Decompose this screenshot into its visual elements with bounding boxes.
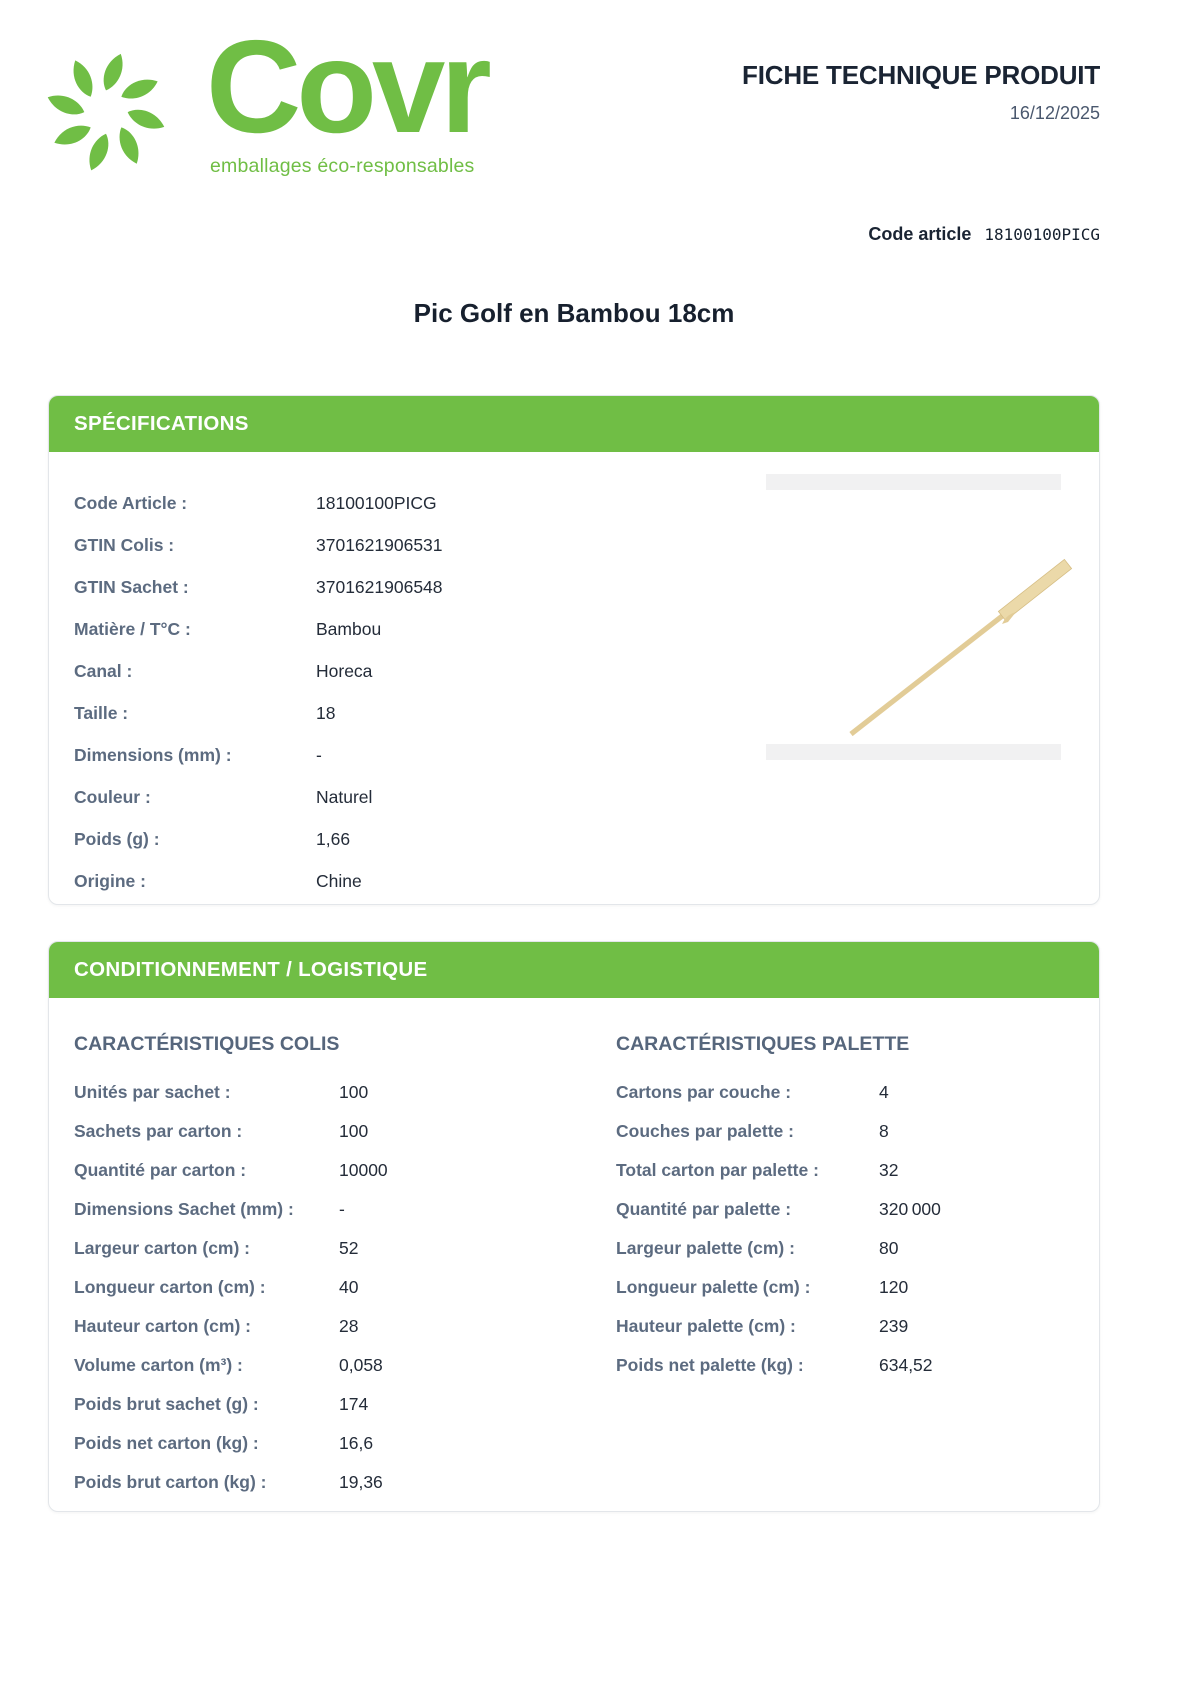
palette-row bbox=[616, 1268, 1081, 1307]
logistics-card bbox=[48, 941, 1100, 1512]
colis-row-value: 40 bbox=[339, 1277, 359, 1297]
colis-title: CARACTÉRISTIQUES COLIS bbox=[74, 1033, 340, 1055]
palette-row bbox=[616, 1112, 1081, 1151]
document-title: FICHE TECHNIQUE PRODUIT bbox=[742, 60, 1100, 90]
colis-row-label: Poids net carton (kg) : bbox=[74, 1433, 259, 1453]
colis-row bbox=[74, 1385, 579, 1424]
spec-row-label: GTIN Colis : bbox=[74, 534, 175, 555]
product-photo bbox=[766, 456, 1086, 761]
spec-row-value: - bbox=[316, 744, 322, 765]
spec-row-value: 3701621906531 bbox=[316, 534, 443, 555]
specifications-card bbox=[48, 395, 1100, 905]
colis-row-label: Unités par sachet : bbox=[74, 1082, 231, 1102]
colis-row-label: Sachets par carton : bbox=[74, 1121, 243, 1141]
palette-row-value: 8 bbox=[879, 1121, 889, 1141]
spec-row bbox=[74, 818, 574, 860]
colis-row bbox=[74, 1307, 579, 1346]
spec-row-label: Origine : bbox=[74, 870, 146, 891]
colis-row-value: 100 bbox=[339, 1082, 369, 1102]
colis-row bbox=[74, 1112, 579, 1151]
palette-title: CARACTÉRISTIQUES PALETTE bbox=[616, 1033, 910, 1055]
palette-row bbox=[616, 1151, 1081, 1190]
code-article-label: Code article bbox=[868, 224, 972, 244]
spec-row-value: 3701621906548 bbox=[316, 576, 443, 597]
bamboo-golf-pick-image bbox=[766, 456, 1086, 761]
colis-row-label: Largeur carton (cm) : bbox=[74, 1238, 250, 1258]
palette-column bbox=[616, 998, 1081, 1385]
specifications-rows bbox=[74, 452, 574, 902]
spec-row-label: Matière / T°C : bbox=[74, 618, 191, 639]
palette-row bbox=[616, 1190, 1081, 1229]
palette-row-label: Poids net palette (kg) : bbox=[616, 1355, 804, 1375]
colis-row-value: 19,36 bbox=[339, 1472, 383, 1492]
spec-row bbox=[74, 524, 574, 566]
palette-row-value: 239 bbox=[879, 1316, 909, 1336]
colis-row bbox=[74, 1190, 579, 1229]
colis-row-value: 174 bbox=[339, 1394, 369, 1414]
colis-row-label: Hauteur carton (cm) : bbox=[74, 1316, 251, 1336]
spec-row bbox=[74, 482, 574, 524]
colis-row-label: Quantité par carton : bbox=[74, 1160, 247, 1180]
colis-rows bbox=[74, 1073, 579, 1502]
palette-row-value: 634,52 bbox=[879, 1355, 933, 1375]
colis-row-value: 28 bbox=[339, 1316, 359, 1336]
colis-row bbox=[74, 1424, 579, 1463]
spec-row-label: Dimensions (mm) : bbox=[74, 744, 232, 765]
spec-row bbox=[74, 608, 574, 650]
colis-row-value: 10000 bbox=[339, 1160, 388, 1180]
colis-row bbox=[74, 1268, 579, 1307]
palette-row-label: Largeur palette (cm) : bbox=[616, 1238, 795, 1258]
palette-row-label: Couches par palette : bbox=[616, 1121, 794, 1141]
spec-row-value: Horeca bbox=[316, 660, 373, 681]
palette-row-label: Quantité par palette : bbox=[616, 1199, 792, 1219]
colis-row-label: Longueur carton (cm) : bbox=[74, 1277, 266, 1297]
brand-name: Covr bbox=[206, 13, 487, 160]
palette-row bbox=[616, 1346, 1081, 1385]
palette-row bbox=[616, 1073, 1081, 1112]
brand-tagline: emballages éco-responsables bbox=[210, 155, 475, 177]
spec-row bbox=[74, 860, 574, 902]
spec-row-label: Canal : bbox=[74, 660, 133, 681]
document-date: 16/12/2025 bbox=[1009, 103, 1100, 123]
colis-row bbox=[74, 1346, 579, 1385]
photo-background-band bbox=[766, 744, 1061, 760]
colis-row bbox=[74, 1151, 579, 1190]
colis-row-value: - bbox=[339, 1199, 345, 1219]
palette-rows bbox=[616, 1073, 1081, 1385]
spec-row-value: 18 bbox=[316, 702, 336, 723]
spec-row-value: Bambou bbox=[316, 618, 382, 639]
colis-row-label: Volume carton (m³) : bbox=[74, 1355, 243, 1375]
palette-row bbox=[616, 1229, 1081, 1268]
palette-row-label: Total carton par palette : bbox=[616, 1160, 819, 1180]
spec-row-label: Poids (g) : bbox=[74, 828, 160, 849]
colis-row-label: Dimensions Sachet (mm) : bbox=[74, 1199, 294, 1219]
specifications-header: SPÉCIFICATIONS bbox=[49, 396, 1099, 452]
spec-row-value: Chine bbox=[316, 870, 362, 891]
palette-row bbox=[616, 1307, 1081, 1346]
colis-row-value: 16,6 bbox=[339, 1433, 374, 1453]
palette-row-value: 4 bbox=[879, 1082, 889, 1102]
colis-row-value: 0,058 bbox=[339, 1355, 383, 1375]
colis-row bbox=[74, 1073, 579, 1112]
spec-row-label: Taille : bbox=[74, 702, 129, 723]
colis-row bbox=[74, 1463, 579, 1502]
code-article-line bbox=[868, 224, 1100, 245]
colis-row-value: 100 bbox=[339, 1121, 369, 1141]
palette-row-value: 32 bbox=[879, 1160, 899, 1180]
colis-row bbox=[74, 1229, 579, 1268]
covr-leaf-logo-icon bbox=[44, 46, 168, 179]
product-title: Pic Golf en Bambou 18cm bbox=[413, 298, 735, 328]
palette-row-label: Longueur palette (cm) : bbox=[616, 1277, 811, 1297]
palette-row-value: 80 bbox=[879, 1238, 899, 1258]
spec-row bbox=[74, 650, 574, 692]
palette-row-value: 120 bbox=[879, 1277, 909, 1297]
colis-column bbox=[74, 998, 579, 1502]
code-article-value: 18100100PICG bbox=[984, 225, 1100, 244]
spec-row-value: 1,66 bbox=[316, 828, 351, 849]
palette-row-label: Hauteur palette (cm) : bbox=[616, 1316, 796, 1336]
palette-row-label: Cartons par couche : bbox=[616, 1082, 792, 1102]
palette-row-value: 320 000 bbox=[879, 1199, 941, 1219]
spec-row bbox=[74, 566, 574, 608]
spec-row-label: Code Article : bbox=[74, 492, 188, 513]
logistics-header: CONDITIONNEMENT / LOGISTIQUE bbox=[49, 942, 1099, 998]
spec-row-label: GTIN Sachet : bbox=[74, 576, 189, 597]
spec-row bbox=[74, 776, 574, 818]
colis-row-value: 52 bbox=[339, 1238, 359, 1258]
photo-background-band bbox=[766, 474, 1061, 490]
spec-row-label: Couleur : bbox=[74, 786, 151, 807]
colis-row-label: Poids brut sachet (g) : bbox=[74, 1394, 259, 1414]
spec-row-value: 18100100PICG bbox=[316, 492, 437, 513]
spec-row bbox=[74, 734, 574, 776]
spec-row-value: Naturel bbox=[316, 786, 373, 807]
colis-row-label: Poids brut carton (kg) : bbox=[74, 1472, 267, 1492]
spec-row bbox=[74, 692, 574, 734]
